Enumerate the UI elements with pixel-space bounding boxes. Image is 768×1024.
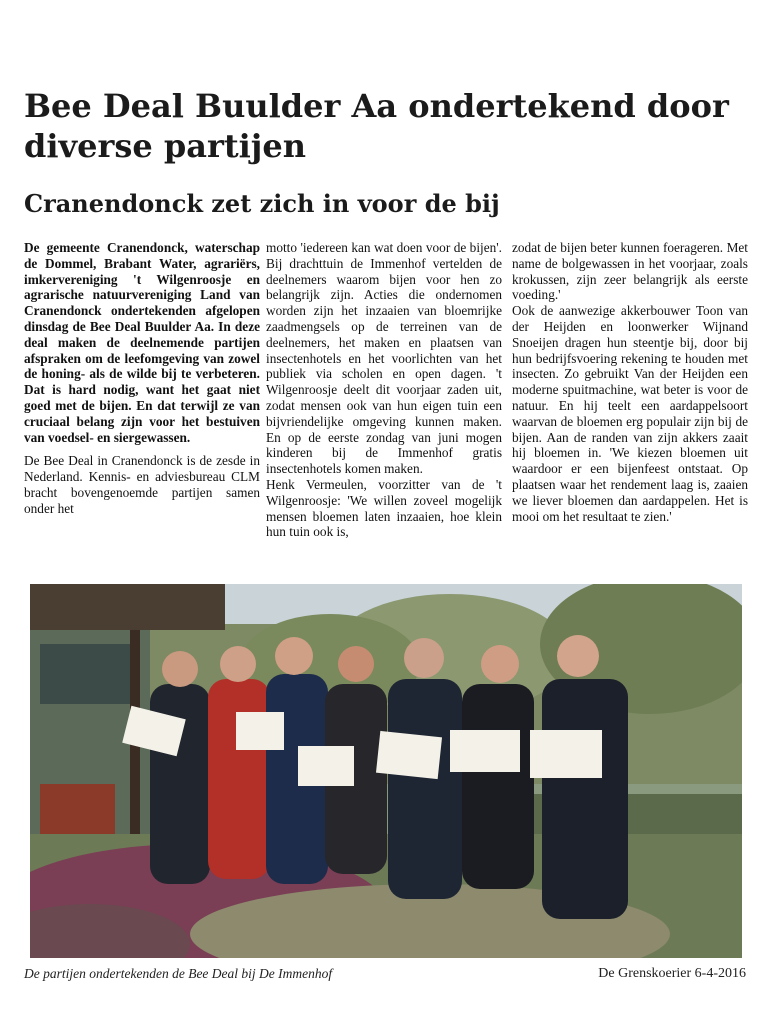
article-paragraph: motto 'iedereen kan wat doen voor de bijen'. Bij drachttuin de Immenhof vertelden de deelnemers waarom bijen voor hen zo belangrijk zijn. Acties die ondernomen worden zijn het inzaaien van bloemrijke zaadmengsels op de terreinen van de deelnemers, het maken en plaatsen van insectenhotels en het voorlichten van het publiek via scholen en open dagen. 't Wilgenroosje deelt dit voorjaar zaden uit, zodat mensen ook van hun eigen tuin een bijvriendelijke omgeving kunnen maken. En op de eerste zondag van juni mogen kinderen bij de Immenhof gratis insectenhotels komen maken. bbox=[266, 240, 502, 477]
article-paragraph: Henk Vermeulen, voorzitter van de 't Wilgenroosje: 'We willen zoveel mogelijk mensen bloemen laten inzaaien, hoe klein hun tuin ook is, bbox=[266, 476, 502, 540]
article-column-1 bbox=[24, 240, 260, 570]
article-column-3 bbox=[512, 240, 748, 570]
group-photo-illustration bbox=[30, 584, 742, 958]
publication-source: De Grenskoerier 6-4-2016 bbox=[598, 966, 746, 981]
article-headline: Bee Deal Buulder Aa ondertekend door diverse partijen bbox=[24, 87, 729, 165]
article-column-2 bbox=[266, 240, 502, 570]
article-photo bbox=[30, 584, 742, 958]
article-paragraph: zodat de bijen beter kunnen foerageren. Met name de bolgewassen in het voorjaar, zoals krokussen, zijn zeer belangrijk als eerste voeding.' bbox=[512, 240, 748, 303]
photo-caption: De partijen ondertekenden de Bee Deal bij De Immenhof bbox=[24, 966, 333, 981]
article-paragraph: Ook de aanwezige akkerbouwer Toon van der Heijden en loonwerker Wijnand Snoeijen dragen hun steentje bij, door bij hun bedrijfsvoering rekening te houden met insecten. Zo gebruikt Van der Heijden een moderne spuitmachine, wat beter is voor de natuur. En hij teelt een aardappelsoort waarvan de bloemen erg populair zijn bij de bijen. Aan de randen van zijn akkers zaait hij bloemen in. 'We kiezen bloemen uit waardoor er een bijenfeest ontstaat. Op plaatsen waar het rendement laag is, zaaien we liever bloemen dan aardappelen. Het is mooi om het resultaat te zien.' bbox=[512, 303, 748, 524]
article-paragraph: De Bee Deal in Cranendonck is de zesde in Nederland. Kennis- en adviesbureau CLM bracht bovengenoemde partijen samen onder het bbox=[24, 453, 260, 516]
article-lead: De gemeente Cranendonck, waterschap de Dommel, Brabant Water, agrariërs, imkervereniging 't Wilgenroosje en agrarische natuurvereniging Land van Cranendonck ondertekenden afgelopen dinsdag de Bee Deal Buulder Aa. In deze deal maken de deelnemende partijen afspraken om de leefomgeving van zowel de honing- als de wilde bij te verbeteren. Dat is hard nodig, want het gaat niet goed met de bijen. En dat terwijl ze van cruciaal belang zijn voor het bestuiven van voedsel- en siergewassen. bbox=[24, 240, 260, 445]
article-subheadline: Cranendonck zet zich in voor de bij bbox=[24, 189, 500, 218]
